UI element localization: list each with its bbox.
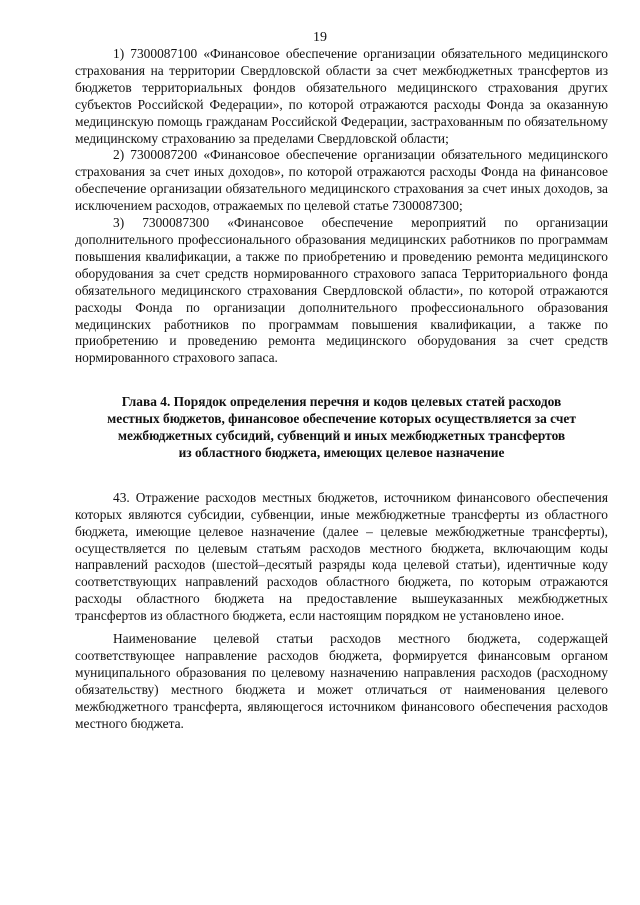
chapter-heading-line-3: межбюджетных субсидий, субвенций и иных межбюджетных трансфертов — [117, 428, 566, 444]
page-number: 19 — [313, 30, 327, 45]
chapter-heading-line-1: Глава 4. Порядок определения перечня и кодов целевых статей расходов — [121, 394, 562, 410]
chapter-heading — [75, 394, 608, 462]
naming-paragraph: Наименование целевой статьи расходов местного бюджета, содержащей соответствующее направление расходов бюджета, формируется финансовым органом муниципального образования по целевому назначению направления расходов (расходному обязательству) местного бюджета и может отличаться от наименования целевого межбюджетного трансферта, являющегося источником финансового обеспечения расходов местного бюджета. — [75, 631, 608, 731]
list-item-1: 1) 7300087100 «Финансовое обеспечение организации обязательного медицинского страхования на территории Свердловской области за счет межбюджетных трансфертов из бюджетов территориальных фондов обязательного медицинского страхования других субъектов Российской Федерации», по которой отражаются расходы Фонда за оказанную медицинскую помощь гражданам Российской Федерации, застрахованным по обязательному медицинскому страхованию за пределами Свердловской области; — [75, 46, 608, 146]
section-43-paragraph: 43. Отражение расходов местных бюджетов, источником финансового обеспечения которых являются субсидии, субвенции, иные межбюджетные трансферты из областного бюджета, имеющие целевое назначение (далее – целевые межбюджетные трансферты), осуществляется по целевым статьям расходов местного бюджета, включающим коды направлений расходов (шестой–десятый разряды кода целевой статьи), идентичные коду соответствующих направлений расходов областного бюджета, по которым отражаются расходы областного бюджета на предоставление вышеуказанных межбюджетных трансфертов из областного бюджета, если настоящим порядком не установлено иное. — [75, 489, 608, 624]
document-body — [75, 46, 608, 733]
list-item-3: 3) 7300087300 «Финансовое обеспечение мероприятий по организации дополнительного профессионального образования медицинских работников по программам повышения квалификации, а также по приобретению и проведению ремонта медицинского оборудования за счет средств нормированного страхового запаса Территориального фонда обязательного медицинского страхования Свердловской области», по которой отражаются расходы Фонда по организации дополнительного профессионального образования медицинских работников по программам повышения квалификации, а также по приобретению и проведению ремонта медицинского оборудования за счет средств нормированного страхового запаса. — [75, 215, 608, 366]
chapter-heading-line-2: местных бюджетов, финансовое обеспечение которых осуществляется за счет — [107, 411, 576, 427]
chapter-heading-line-4: из областного бюджета, имеющих целевое назначение — [178, 444, 505, 460]
list-item-2: 2) 7300087200 «Финансовое обеспечение организации обязательного медицинского страхования за счет иных доходов», по которой отражаются расходы Фонда на финансовое обеспечение организации обязательного медицинского страхования за счет иных доходов, за исключением расходов, отражаемых по целевой статье 7300087300; — [75, 147, 608, 214]
